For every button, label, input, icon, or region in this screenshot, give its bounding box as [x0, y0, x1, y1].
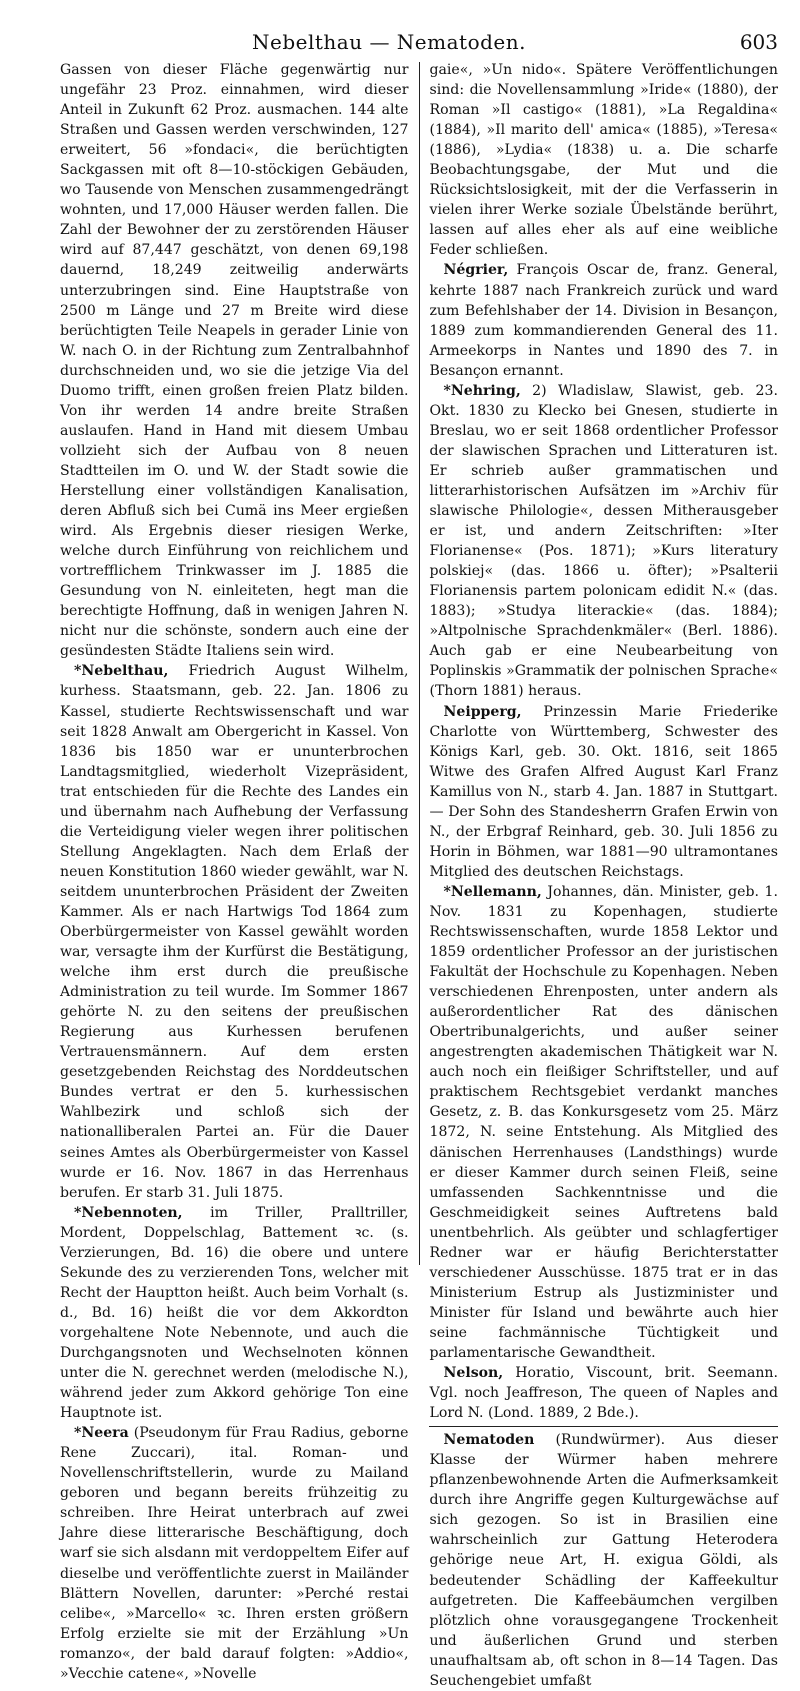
column-rule — [419, 62, 420, 1265]
entry-lemma: *Neera — [74, 1425, 129, 1442]
entry-paragraph — [429, 260, 778, 380]
section-divider — [429, 1426, 778, 1427]
entry-text: (Rundwürmer). Aus dieser Klasse der Würmer haben mehrere pflanzenbewohnende Arten die Aufmerksamkeit durch ihre Angriffe gegen Kulturgewächse auf sich gezogen. So ist in Brasilien eine wahrscheinlich zur Gattung Heterodera gehörige neue Art, H. exigua Göldi, als bedeutender Schädling der Kaffeekultur aufgetreten. Die Kaffeebäumchen vergilben plötzlich ohne vorausgegangene Trockenheit und äußerlichen Grund und sterben unaufhaltsam ab, oft schon in 8—14 Tagen. Das Seuchengebiet umfaßt — [429, 1432, 778, 1689]
entry-lemma: *Nehring, — [443, 382, 521, 399]
running-head: Nebelthau — Nematoden. — [252, 30, 526, 54]
entry-text: Horatio, Viscount, brit. Seemann. Vgl. noch Jeaffreson, The queen of Naples and Lord N. (Lond. 1889, 2 Bde.). — [429, 1365, 778, 1422]
entry-lemma: *Nebennoten, — [74, 1204, 183, 1221]
entry-lemma: Neipperg, — [443, 703, 522, 720]
entry-text: Friedrich August Wilhelm, kurhess. Staatsmann, geb. 22. Jan. 1806 zu Kassel, studierte Rechtswissenschaft und war seit 1828 Anwalt am Obergericht in Kassel. Von 1836 bis 1850 war er ununterbrochen Landtagsmitglied, wiederholt Vizepräsident, trat entschieden für die Rechte des Landes ein und übernahm nach Aufhebung der Verfassung die Verteidigung vieler wegen ihrer politischen Stellung Angeklagten. Nach dem Erlaß der neuen Konstitution 1860 wieder gewählt, war N. seitdem ununterbrochen Präsident der Zweiten Kammer. Als er nach Hartwigs Tod 1864 zum Oberbürgermeister von Kassel gewählt worden war, versagte ihm der Kurfürst die Bestätigung, welche ihm erst durch die preußische Administration zu teil wurde. Im Sommer 1867 gehörte N. zu den seitens der preußischen Regierung aus Kurhessen berufenen Vertrauensmännern. Auf dem ersten gesetzgebenden Reichstag des Norddeutschen Bundes vertrat er den 5. kurhessischen Wahlbezirk und schloß sich der nationalliberalen Partei an. Für die Dauer seines Amtes als Oberbürgermeister von Kassel wurde er 16. Nov. 1867 in das Herrenhaus berufen. Er starb 31. Juli 1875. — [60, 663, 409, 1201]
entry-paragraph — [60, 1423, 409, 1684]
entry-paragraph — [429, 702, 778, 882]
entry-paragraph — [60, 1203, 409, 1424]
entry-lemma: Négrier, — [443, 262, 509, 279]
entry-text: Gassen von dieser Fläche gegenwärtig nur ungefähr 23 Proz. einnahmen, wird dieser Anteil in Zukunft 62 Proz. ausmachen. 144 alte Straßen und Gassen werden verschwinden, 127 erweitert, 56 »fondaci«, die berüchtigten Sackgassen mit oft 8—10-stöckigen Gebäuden, wo Tausende von Menschen zusammengedrängt wohnten, und 17,000 Häuser werden fallen. Die Zahl der Bewohner der zu zerstörenden Häuser wird auf 87,447 geschätzt, von denen 69,198 dauernd, 18,249 zeitweilig anderwärts unterzubringen sind. Eine Hauptstraße von 2500 m Länge und 27 m Breite wird diese berüchtigten Teile Neapels in gerader Linie von W. nach O. in der Richtung zum Zentralbahnhof durchschneiden und, wo sie die jetzige Via del Duomo trifft, einen großen freien Platz bilden. Von ihr werden 14 andre breite Straßen auslaufen. Hand in Hand mit diesem Umbau vollzieht sich der Aufbau von 8 neuen Stadtteilen im O. und W. der Stadt sowie die Herstellung einer vollständigen Kanalisation, deren Abfluß sich bei Cumä ins Meer ergießen wird. Als Ergebnis dieser riesigen Werke, welche durch Einführung von reichlichem und vortrefflichem Trinkwasser im J. 1885 die Gesundung von N. einleiteten, hegt man die berechtigte Hoffnung, daß in wenigen Jahren N. nicht nur die schönste, sondern auch eine der gesündesten Städte Italiens sein wird. — [60, 62, 409, 660]
entry-text: Prinzessin Marie Friederike Charlotte von Württemberg, Schwester des Königs Karl, geb. 30. Okt. 1816, seit 1865 Witwe des Grafen Alfred August Karl Franz Kamillus von N., starb 4. Jan. 1887 in Stuttgart. — Der Sohn des Standesherrn Grafen Erwin von N., der Erbgraf Reinhard, geb. 30. Juli 1856 zu Horin in Böhmen, war 1881—90 ultramontanes Mitglied des deutschen Reichstags. — [429, 703, 778, 880]
right-column — [429, 60, 778, 1689]
entry-text: (Pseudonym für Frau Radius, geborne Rene Zuccari), ital. Roman- und Novellenschriftstellerin, wurde zu Mailand geboren und begann bereits frühzeitig zu schreiben. Ihre Heirat unterbrach auf zwei Jahre diese litterarische Beschäftigung, doch warf sie sich alsdann mit verdoppeltem Eifer auf dieselbe und veröffentlichte zuerst in Mailänder Blättern Novellen, darunter: »Perché restai celibe«, »Marcello« ꝛc. Ihren ersten größern Erfolg erzielte sie mit der Erzählung »Un romanzo«, der bald darauf folgten: »Addio«, »Vecchie catene«, »Novelle — [60, 1425, 409, 1682]
entry-lemma: *Nellemann, — [443, 883, 542, 900]
entry-text: im Triller, Pralltriller, Mordent, Doppelschlag, Battement ꝛc. (s. Verzierungen, Bd. 16) die obere und untere Sekunde des zu verzierenden Tons, welcher mit Recht der Hauptton heißt. Auch beim Vorhalt (s. d., Bd. 16) heißt die vor dem Akkordton vorgehaltene Note Nebennote, und auch die Durchgangsnoten und Wechselnoten können unter die N. gerechnet werden (melodische N.), während jeder zum Akkord gehörige Ton eine Hauptnote ist. — [60, 1204, 409, 1422]
left-column — [60, 60, 409, 1682]
entry-lemma: Nelson, — [443, 1365, 504, 1382]
entry-paragraph — [60, 60, 409, 661]
entry-paragraph — [429, 60, 778, 260]
entry-paragraph — [429, 1363, 778, 1423]
entry-text: 2) Wladislaw, Slawist, geb. 23. Okt. 1830 zu Klecko bei Gnesen, studierte in Breslau, wo er seit 1868 ordentlicher Professor der slawischen Sprachen und Litteraturen ist. Er schrieb außer grammatischen und litterarhistorischen Aufsätzen im »Archiv für slawische Philologie«, dessen Mitherausgeber er ist, und andern Zeitschriften: »Iter Florianense« (Pos. 1871); »Kurs literatury polskiej« (das. 1866 u. öfter); »Psalterii Florianensis partem polonicam edidit N.« (das. 1883); »Studya literackie« (das. 1884); »Altpolnische Sprachdenkmäler« (Berl. 1886). Auch gab er eine Neubearbeitung von Poplinskis »Grammatik der polnischen Sprache« (Thorn 1881) heraus. — [429, 382, 778, 700]
entry-lemma: *Nebelthau, — [74, 663, 169, 680]
entry-lemma: Nematoden — [443, 1432, 535, 1449]
entry-paragraph — [429, 381, 778, 702]
page-number: 603 — [739, 30, 778, 54]
page-header — [60, 22, 778, 60]
entry-paragraph — [429, 882, 778, 1363]
text-columns — [60, 60, 778, 1689]
entry-text: gaie«, »Un nido«. Spätere Veröffentlichungen sind: die Novellensammlung »Iride« (1880), der Roman »Il castigo« (1881), »La Regaldina« (1884), »Il marito dell' amica« (1885), »Teresa« (1886), »Lydia« (1838) u. a. Die scharfe Beobachtungsgabe, der Mut und die Rücksichtslosigkeit, mit der die Verfasserin in vielen ihrer Werke soziale Übelstände berührt, lassen auf alles eher als auf eine weibliche Feder schließen. — [429, 62, 778, 259]
entry-paragraph — [60, 661, 409, 1202]
entry-text: Johannes, dän. Minister, geb. 1. Nov. 1831 zu Kopenhagen, studierte Rechtswissenschaften, wurde 1858 Lektor und 1859 ordentlicher Professor an der juristischen Fakultät der Hochschule zu Kopenhagen. Neben verschiedenen Ehrenposten, unter andern als außerordentlicher Rat des dänischen Obertribunalgerichts, und außer seiner angestrengten akademischen Thätigkeit war N. auch noch ein fleißiger Schriftsteller, und auf praktischem Rechtsgebiet verdankt manches Gesetz, z. B. das Konkursgesetz vom 25. März 1872, N. seine Entstehung. Als Mitglied des dänischen Herrenhauses (Landsthings) wurde er dieser Kammer durch seinen Fleiß, seine umfassenden Sachkenntnisse und die Geschmeidigkeit seines Auftretens bald unentbehrlich. Als geübter und schlagfertiger Redner war er häufig Berichterstatter verschiedener Ausschüsse. 1875 trat er in das Ministerium Estrup als Justizminister und Minister für Island und bewährte auch hier seine fachmännische Tüchtigkeit und parlamentarische Gewandtheit. — [429, 883, 778, 1361]
entry-text: François Oscar de, franz. General, kehrte 1887 nach Frankreich zurück und ward zum Befehlshaber der 14. Division in Besançon, 1889 zum kommandierenden General des 11. Armeekorps in Nantes und 1890 des 7. in Besançon ernannt. — [429, 262, 778, 379]
entry-paragraph — [429, 1430, 778, 1691]
